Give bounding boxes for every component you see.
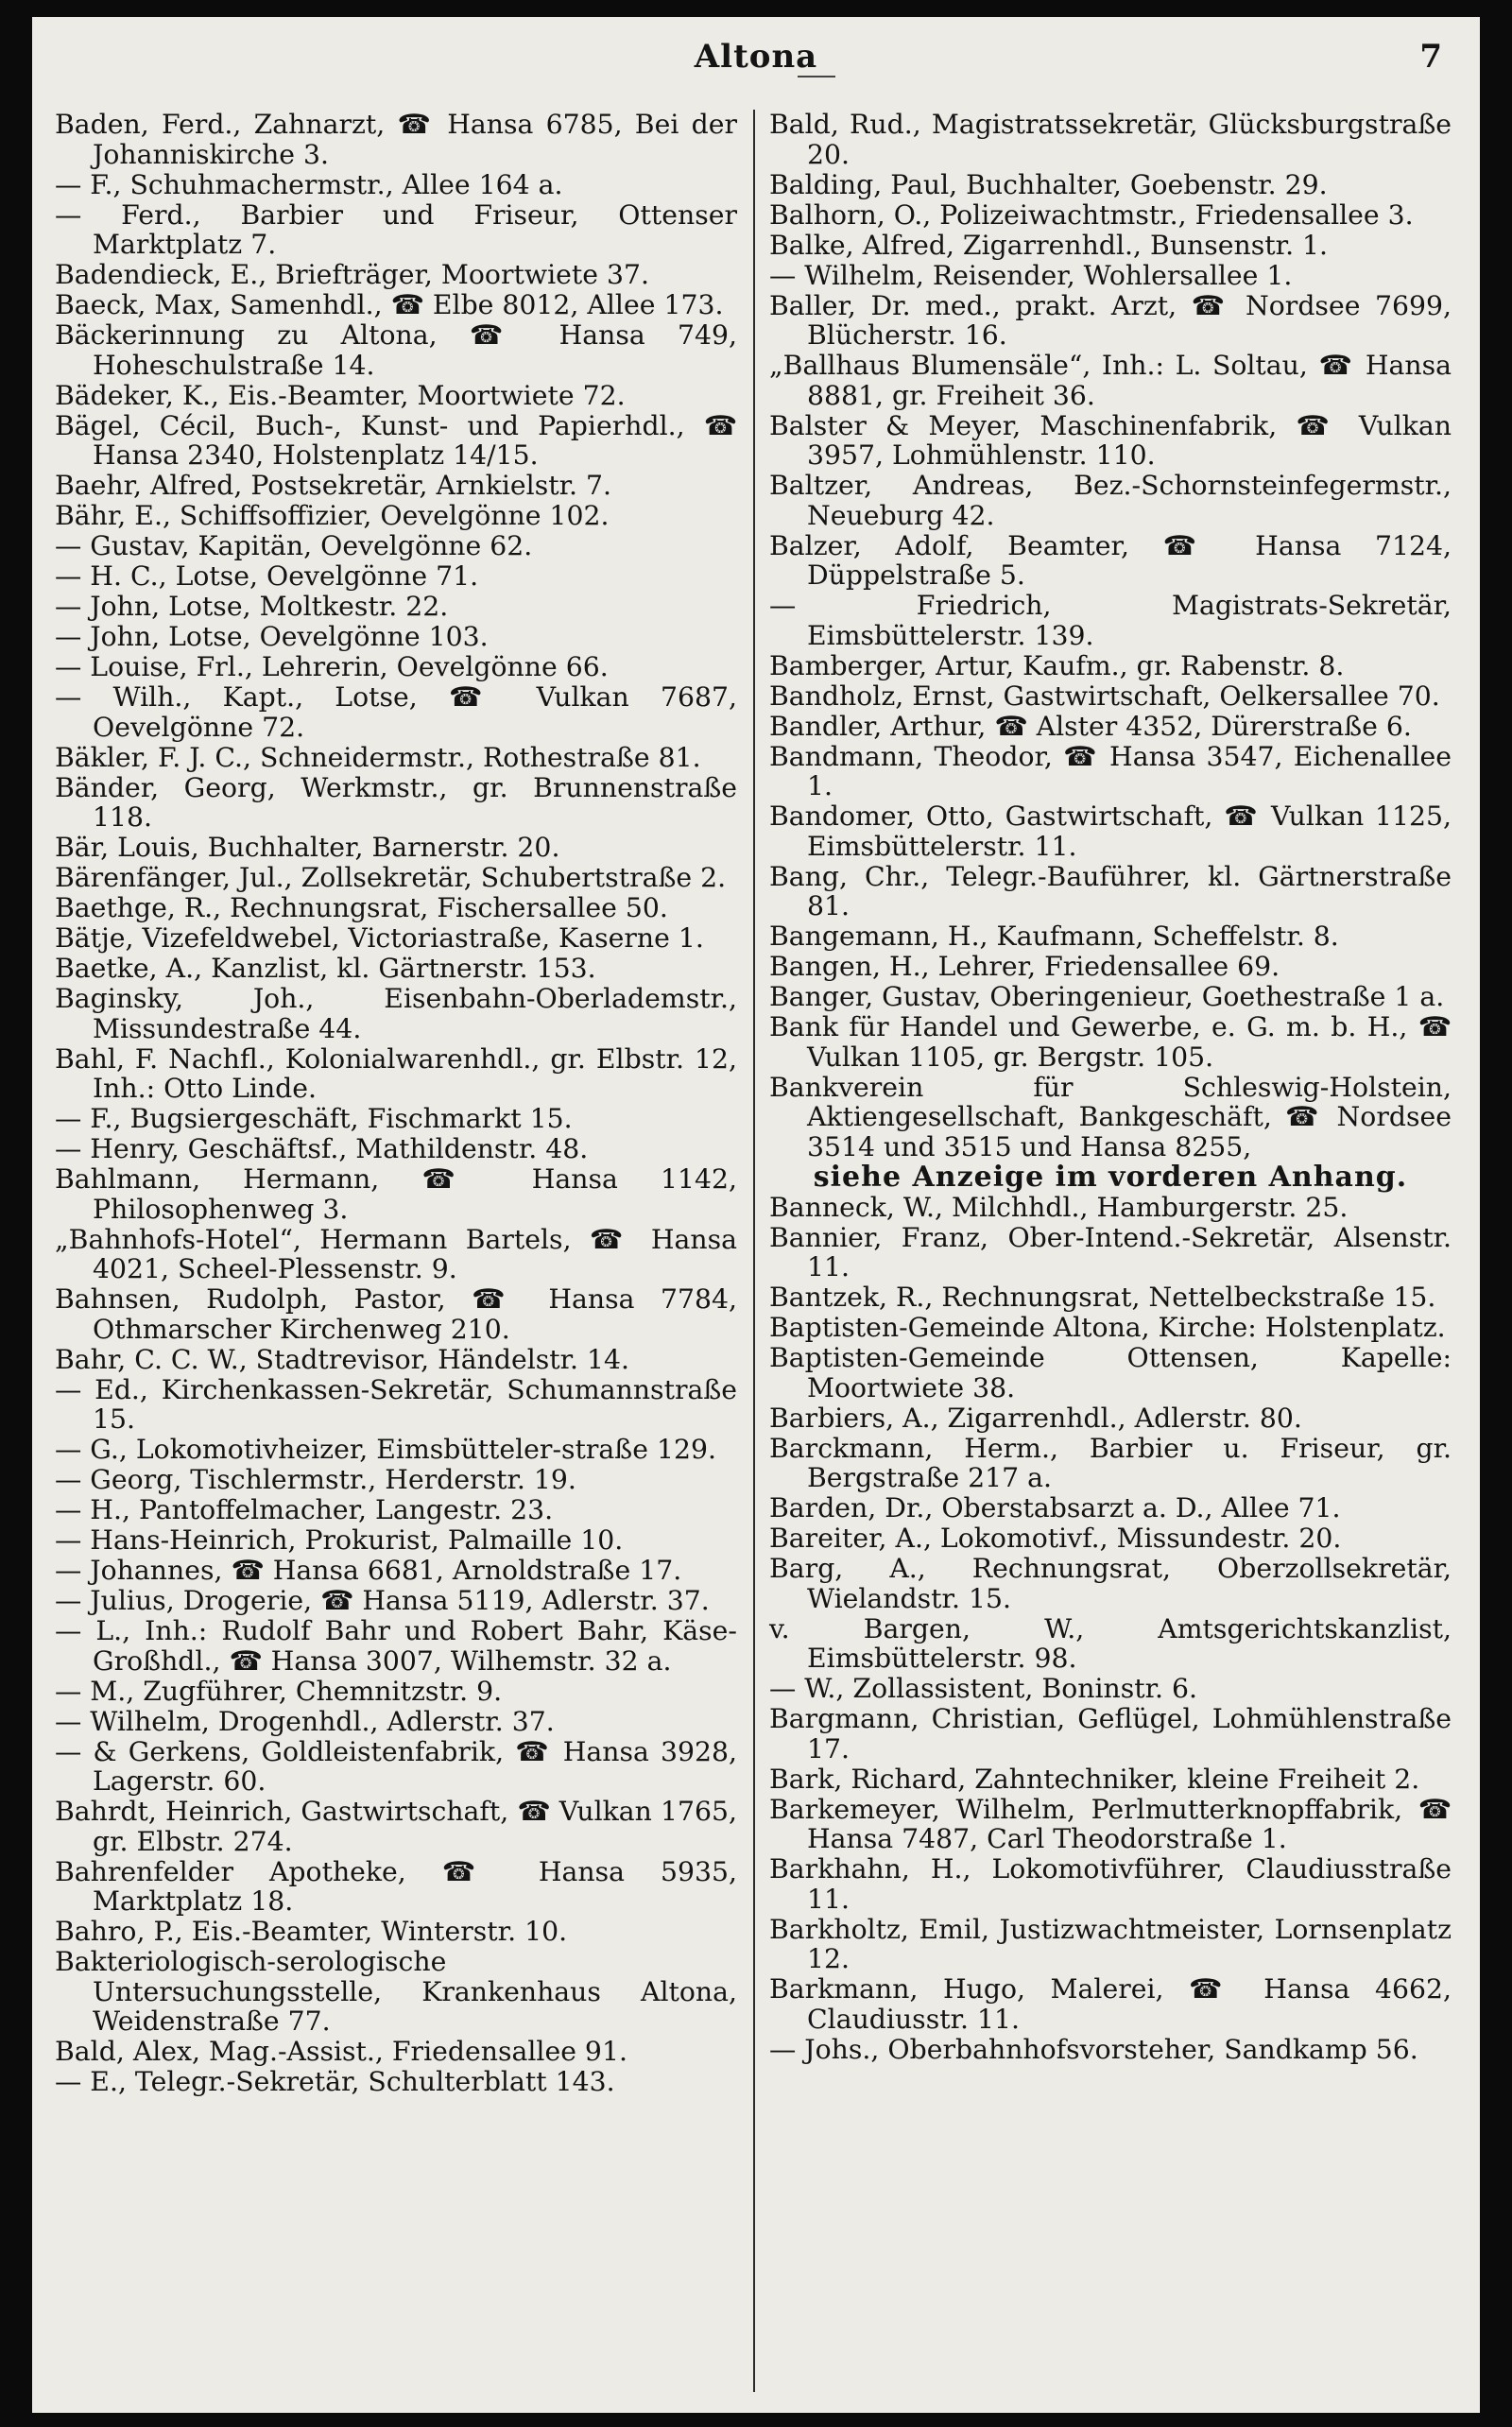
directory-entry: Bahrdt, Heinrich, Gastwirtschaft, ☎ Vulkan 1765, gr. Elbstr. 274. xyxy=(55,1796,737,1857)
directory-entry: Bänder, Georg, Werkmstr., gr. Brunnenstraße 118. xyxy=(55,771,737,833)
directory-entry: v. Bargen, W., Amtsgerichtskanzlist, Eimsbüttelerstr. 98. xyxy=(769,1612,1452,1674)
directory-entry: Bareiter, A., Lokomotivf., Missundestr. 20. xyxy=(769,1523,1342,1554)
directory-entry: Barbiers, A., Zigarrenhdl., Adlerstr. 80. xyxy=(769,1402,1302,1434)
left-column xyxy=(55,110,737,2097)
directory-entry: — Wilhelm, Drogenhdl., Adlerstr. 37. xyxy=(55,1705,555,1737)
directory-entry: Balding, Paul, Buchhalter, Goebenstr. 29. xyxy=(769,168,1328,200)
directory-entry: Bädeker, K., Eis.-Beamter, Moortwiete 72. xyxy=(55,379,626,411)
header-rule xyxy=(798,76,835,77)
directory-entry: Bäckerinnung zu Altona, ☎ Hansa 749, Hoheschulstraße 14. xyxy=(55,319,737,381)
right-column-entries-bottom xyxy=(769,1193,1452,2065)
directory-entry: Bankverein für Schleswig-Holstein, Aktiengesellschaft, Bankgeschäft, ☎ Nordsee 3514 und 3515 und Hansa 8255, xyxy=(769,1071,1452,1162)
directory-entry: — Georg, Tischlermstr., Herderstr. 19. xyxy=(55,1464,576,1495)
directory-entry: Balzer, Adolf, Beamter, ☎ Hansa 7124, Düppelstraße 5. xyxy=(769,529,1452,591)
directory-entry: Bamberger, Artur, Kaufm., gr. Rabenstr. 8. xyxy=(769,649,1345,681)
directory-entry: Barkhahn, H., Lokomotivführer, Claudiusstraße 11. xyxy=(769,1853,1452,1915)
directory-entry: Bahrenfelder Apotheke, ☎ Hansa 5935, Marktplatz 18. xyxy=(55,1855,737,1917)
directory-entry: — F., Bugsiergeschäft, Fischmarkt 15. xyxy=(55,1103,573,1134)
directory-entry: Barkmann, Hugo, Malerei, ☎ Hansa 4662, Claudiusstr. 11. xyxy=(769,1973,1452,2035)
directory-entry: Bahnsen, Rudolph, Pastor, ☎ Hansa 7784, Othmarscher Kirchenweg 210. xyxy=(55,1283,737,1345)
directory-entry: Bägel, Cécil, Buch-, Kunst- und Papierhdl., ☎ Hansa 2340, Holstenplatz 14/15. xyxy=(55,409,737,471)
directory-entry: Badendieck, E., Briefträger, Moortwiete 37. xyxy=(55,259,649,290)
directory-entry: Baginsky, Joh., Eisenbahn-Oberlademstr., Missundestraße 44. xyxy=(55,983,737,1044)
directory-entry: — Ferd., Barbier und Friseur, Ottenser Marktplatz 7. xyxy=(55,198,737,260)
directory-entry: — Friedrich, Magistrats-Sekretär, Eimsbüttelerstr. 139. xyxy=(769,590,1452,651)
directory-entry: — Wilh., Kapt., Lotse, ☎ Vulkan 7687, Oevelgönne 72. xyxy=(55,681,737,743)
directory-entry: — Louise, Frl., Lehrerin, Oevelgönne 66. xyxy=(55,651,609,682)
right-column-entries-top xyxy=(769,110,1452,1162)
directory-entry: — G., Lokomotivheizer, Eimsbütteler-straße 129. xyxy=(55,1434,716,1465)
directory-entry: Barden, Dr., Oberstabsarzt a. D., Allee 71. xyxy=(769,1492,1341,1523)
directory-entry: Barckmann, Herm., Barbier u. Friseur, gr. Bergstraße 217 a. xyxy=(769,1432,1452,1493)
directory-entry: Banger, Gustav, Oberingenieur, Goethestraße 1 a. xyxy=(769,981,1445,1012)
directory-entry: Bäkler, F. J. C., Schneidermstr., Rothestraße 81. xyxy=(55,741,701,773)
directory-entry: Bahl, F. Nachfl., Kolonialwarenhdl., gr. Elbstr. 12, Inh.: Otto Linde. xyxy=(55,1042,737,1104)
directory-entry: Bannier, Franz, Ober-Intend.-Sekretär, Alsenstr. 11. xyxy=(769,1221,1452,1282)
directory-entry: — Henry, Geschäftsf., Mathildenstr. 48. xyxy=(55,1133,589,1164)
directory-entry: — Hans-Heinrich, Prokurist, Palmaille 10. xyxy=(55,1524,624,1556)
directory-entry: Baehr, Alfred, Postsekretär, Arnkielstr. 7. xyxy=(55,470,612,501)
directory-entry: — Johannes, ☎ Hansa 6681, Arnoldstraße 17. xyxy=(55,1555,682,1586)
directory-entry: — John, Lotse, Oevelgönne 103. xyxy=(55,621,489,652)
directory-entry: Barkholtz, Emil, Justizwachtmeister, Lornsenplatz 12. xyxy=(769,1913,1452,1974)
directory-entry: — John, Lotse, Moltkestr. 22. xyxy=(55,591,449,622)
directory-entry: Bank für Handel und Gewerbe, e. G. m. b. H., ☎ Vulkan 1105, gr. Bergstr. 105. xyxy=(769,1011,1452,1073)
directory-entry: Baller, Dr. med., prakt. Arzt, ☎ Nordsee 7699, Blücherstr. 16. xyxy=(769,289,1452,351)
directory-entry: „Bahnhofs-Hotel“, Hermann Bartels, ☎ Hansa 4021, Scheel-Plessenstr. 9. xyxy=(55,1223,737,1284)
directory-entry: — M., Zugführer, Chemnitzstr. 9. xyxy=(55,1675,503,1707)
page-header xyxy=(32,17,1480,93)
directory-page xyxy=(32,17,1480,2413)
column-divider xyxy=(753,110,755,2392)
directory-entry: Balhorn, O., Polizeiwachtmstr., Friedensallee 3. xyxy=(769,198,1414,231)
directory-entry: Bandmann, Theodor, ☎ Hansa 3547, Eichenallee 1. xyxy=(769,740,1452,801)
directory-entry: Bantzek, R., Rechnungsrat, Nettelbeckstraße 15. xyxy=(769,1282,1436,1313)
directory-entry: „Ballhaus Blumensäle“, Inh.: L. Soltau, ☎ Hansa 8881, gr. Freiheit 36. xyxy=(769,350,1452,411)
directory-entry: Bär, Louis, Buchhalter, Barnerstr. 20. xyxy=(55,832,560,863)
right-column xyxy=(769,110,1452,2065)
directory-entry: Baptisten-Gemeinde Altona, Kirche: Holstenplatz. xyxy=(769,1312,1446,1343)
directory-entry: Baptisten-Gemeinde Ottensen, Kapelle: Moortwiete 38. xyxy=(769,1342,1452,1403)
directory-entry: — Julius, Drogerie, ☎ Hansa 5119, Adlerstr. 37. xyxy=(55,1585,710,1616)
directory-entry: — E., Telegr.-Sekretär, Schulterblatt 143. xyxy=(55,2066,615,2097)
directory-entry: Bangemann, H., Kaufmann, Scheffelstr. 8. xyxy=(769,921,1339,952)
directory-entry: Bangen, H., Lehrer, Friedensallee 69. xyxy=(769,951,1280,982)
directory-entry: — Gustav, Kapitän, Oevelgönne 62. xyxy=(55,530,533,561)
directory-entry: Baetke, A., Kanzlist, kl. Gärtnerstr. 153. xyxy=(55,953,596,984)
directory-entry: Banneck, W., Milchhdl., Hamburgerstr. 25. xyxy=(769,1191,1349,1223)
page-number: 7 xyxy=(1419,38,1442,76)
directory-entry: — H. C., Lotse, Oevelgönne 71. xyxy=(55,560,479,592)
directory-entry: Bandler, Arthur, ☎ Alster 4352, Dürerstraße 6. xyxy=(769,710,1412,742)
directory-entry: Bark, Richard, Zahntechniker, kleine Freiheit 2. xyxy=(769,1763,1420,1795)
advertisement-note: siehe Anzeige im vorderen Anhang. xyxy=(813,1160,1408,1194)
directory-entry: Bald, Alex, Mag.-Assist., Friedensallee 91. xyxy=(55,2036,627,2067)
directory-entry: Balster & Meyer, Maschinenfabrik, ☎ Vulkan 3957, Lohmühlenstr. 110. xyxy=(769,409,1452,471)
directory-entry: Bähr, E., Schiffsoffizier, Oevelgönne 102. xyxy=(55,500,610,531)
directory-entry: Barkemeyer, Wilhelm, Perlmutterknopffabrik, ☎ Hansa 7487, Carl Theodorstraße 1. xyxy=(769,1793,1452,1854)
directory-entry: Balke, Alfred, Zigarrenhdl., Bunsenstr. 1. xyxy=(769,229,1329,261)
directory-entry: Bahr, C. C. W., Stadtrevisor, Händelstr. 14. xyxy=(55,1343,630,1375)
directory-entry: — Wilhelm, Reisender, Wohlersallee 1. xyxy=(769,259,1293,291)
directory-entry: Bandholz, Ernst, Gastwirtschaft, Oelkersallee 70. xyxy=(769,680,1440,712)
directory-entry: Bang, Chr., Telegr.-Bauführer, kl. Gärtnerstraße 81. xyxy=(769,860,1452,921)
directory-entry: Barg, A., Rechnungsrat, Oberzollsekretär, Wielandstr. 15. xyxy=(769,1553,1452,1614)
directory-entry: Baethge, R., Rechnungsrat, Fischersallee 50. xyxy=(55,892,668,923)
directory-entry: — L., Inh.: Rudolf Bahr und Robert Bahr, Käse-Großhdl., ☎ Hansa 3007, Wilhemstr. 32 a. xyxy=(55,1615,737,1677)
directory-entry: — Ed., Kirchenkassen-Sekretär, Schumannstraße 15. xyxy=(55,1373,737,1435)
directory-entry: — & Gerkens, Goldleistenfabrik, ☎ Hansa 3928, Lagerstr. 60. xyxy=(55,1735,737,1797)
directory-entry: Bald, Rud., Magistratssekretär, Glücksburgstraße 20. xyxy=(769,109,1452,170)
directory-entry: — H., Pantoffelmacher, Langestr. 23. xyxy=(55,1494,554,1525)
directory-entry: Bärenfänger, Jul., Zollsekretär, Schubertstraße 2. xyxy=(55,862,727,893)
directory-entry: Bandomer, Otto, Gastwirtschaft, ☎ Vulkan 1125, Eimsbüttelerstr. 11. xyxy=(769,800,1452,862)
directory-entry: Baeck, Max, Samenhdl., ☎ Elbe 8012, Allee 173. xyxy=(55,289,724,320)
directory-entry: Bahlmann, Hermann, ☎ Hansa 1142, Philosophenweg 3. xyxy=(55,1163,737,1225)
directory-entry: Bahro, P., Eis.-Beamter, Winterstr. 10. xyxy=(55,1916,568,1947)
page-title: Altona xyxy=(694,38,818,76)
directory-entry: Bakteriologisch-serologische Untersuchungsstelle, Krankenhaus Altona, Weidenstraße 77. xyxy=(55,1946,737,2037)
directory-entry: Baltzer, Andreas, Bez.-Schornsteinfegermstr., Neueburg 42. xyxy=(769,470,1452,531)
directory-entry: — W., Zollassistent, Boninstr. 6. xyxy=(769,1673,1198,1704)
directory-entry: Bätje, Vizefeldwebel, Victoriastraße, Kaserne 1. xyxy=(55,922,704,954)
directory-entry: Baden, Ferd., Zahnarzt, ☎ Hansa 6785, Bei der Johanniskirche 3. xyxy=(55,109,737,170)
directory-entry: — F., Schuhmachermstr., Allee 164 a. xyxy=(55,168,563,200)
directory-entry: — Johs., Oberbahnhofsvorsteher, Sandkamp 56. xyxy=(769,2033,1418,2065)
directory-entry: Bargmann, Christian, Geflügel, Lohmühlenstraße 17. xyxy=(769,1703,1452,1764)
